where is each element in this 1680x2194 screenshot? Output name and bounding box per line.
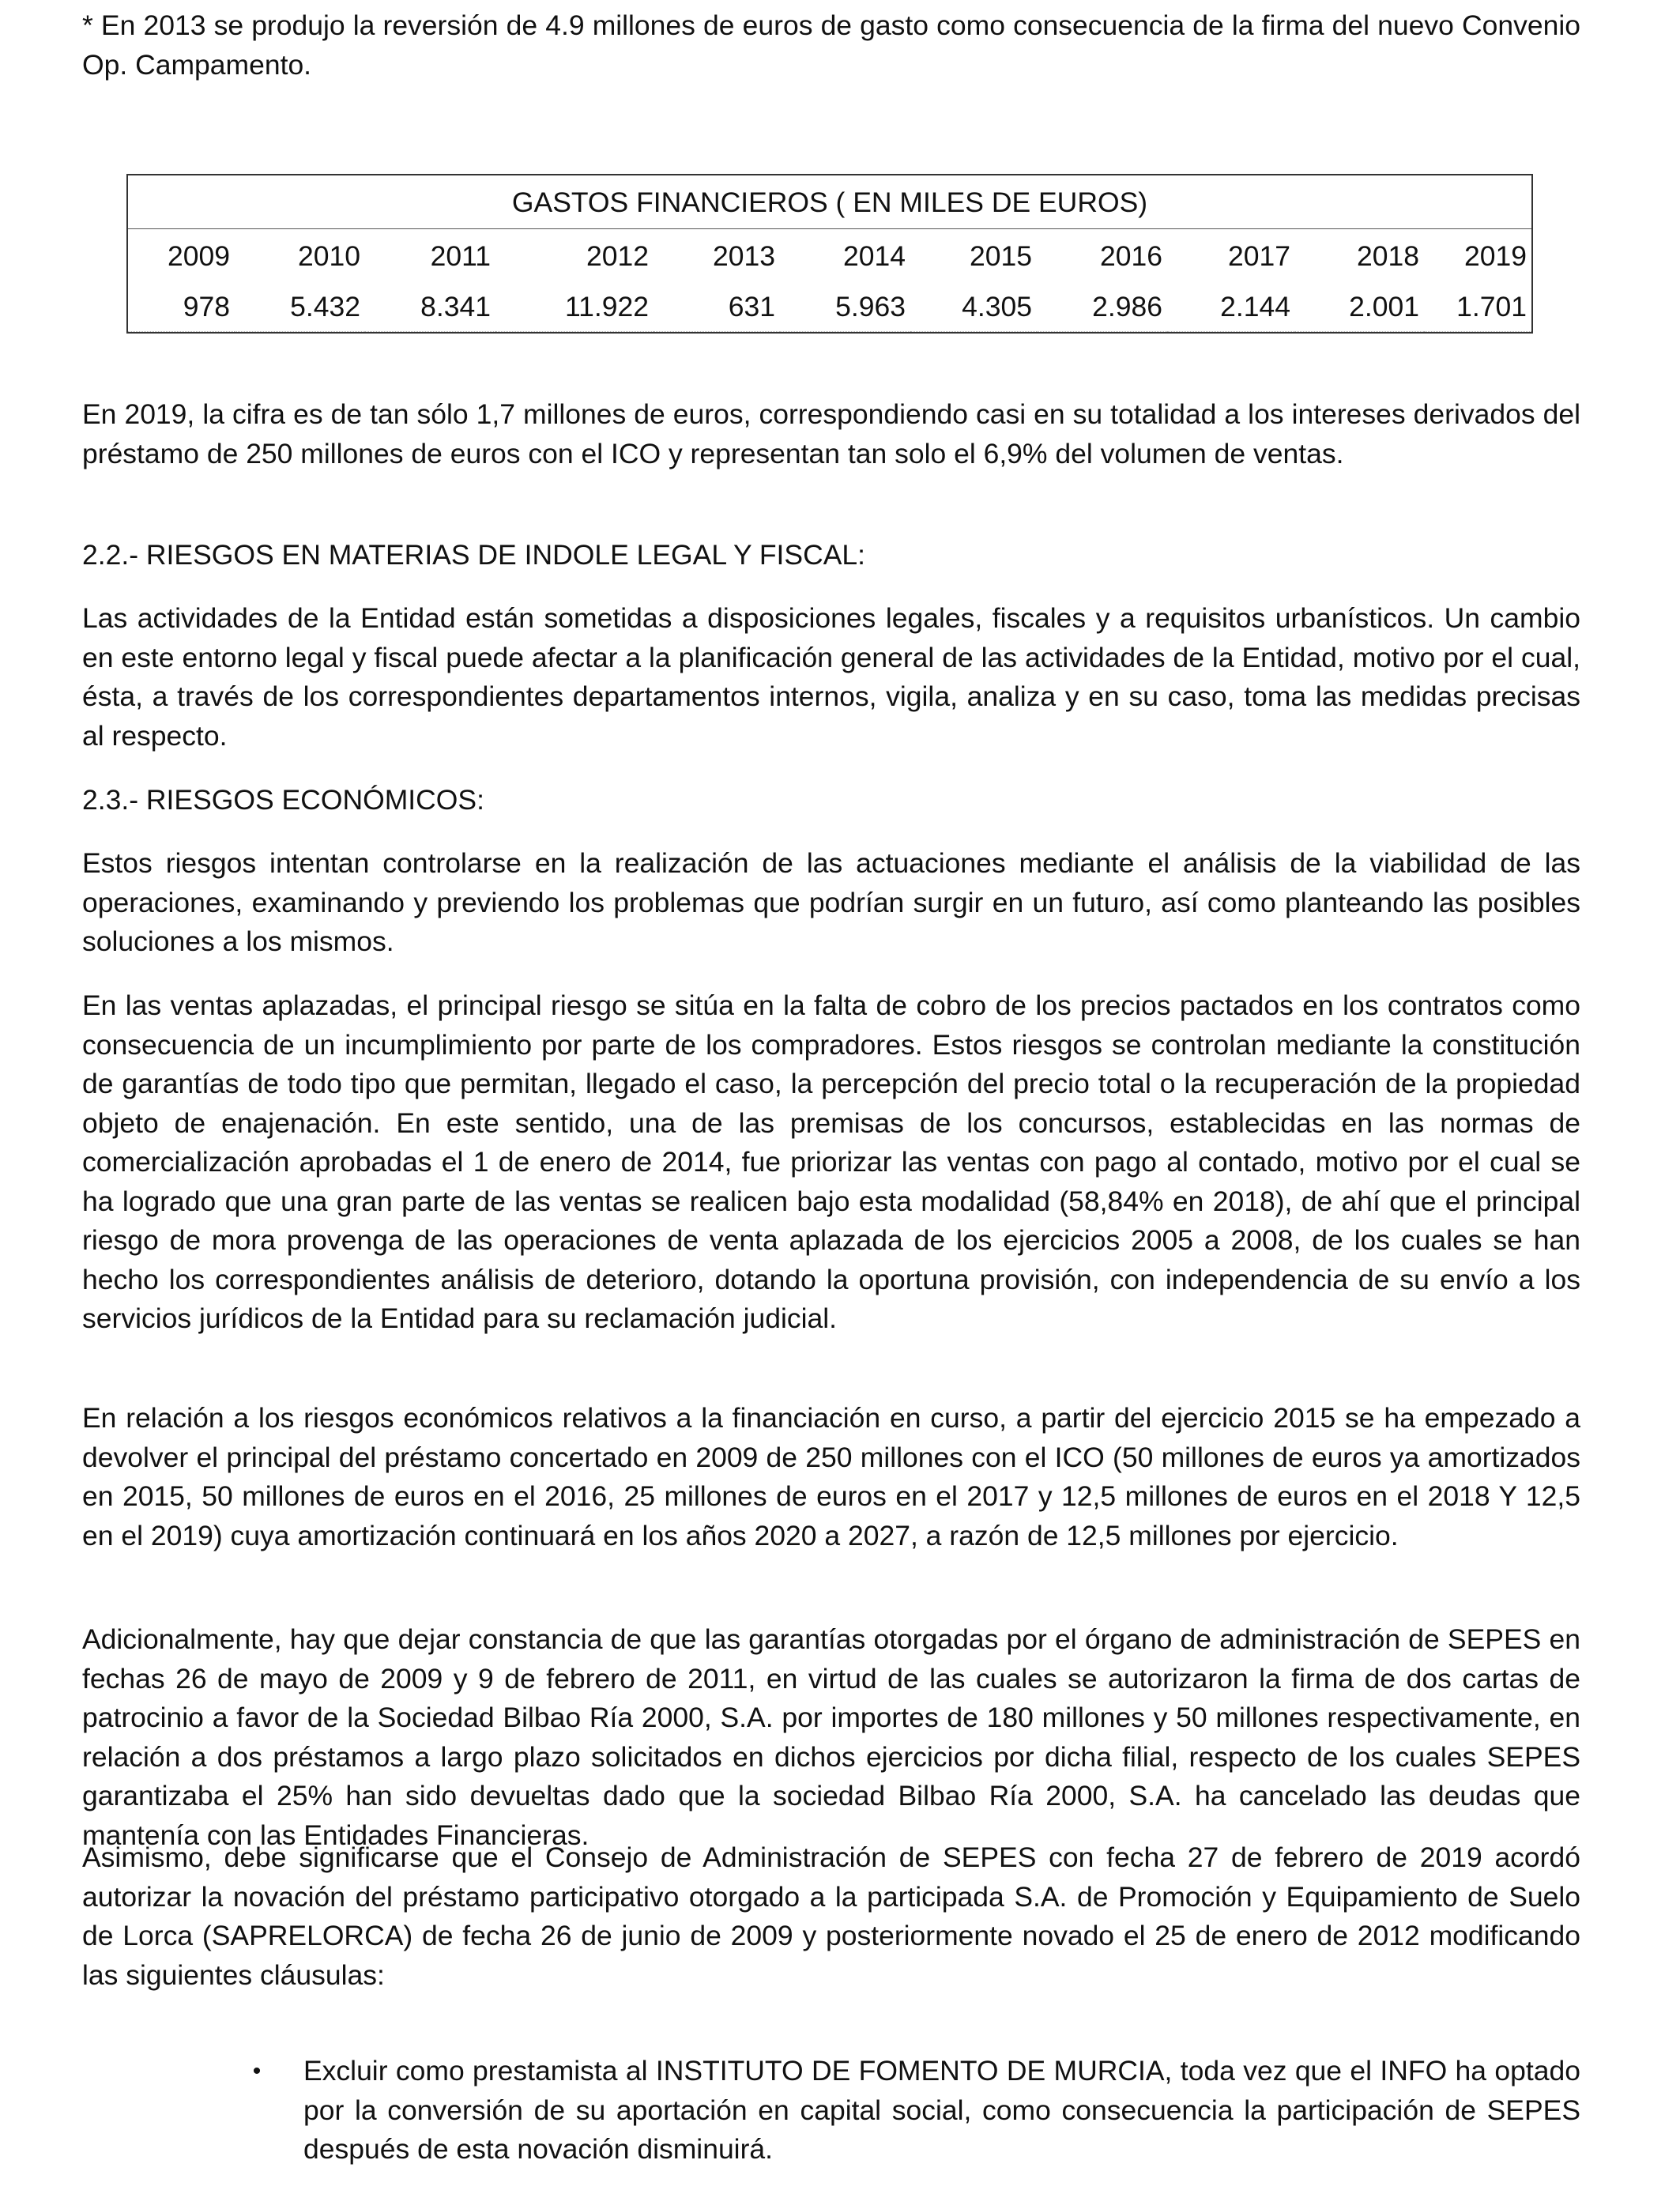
paragraph-2019-figure: En 2019, la cifra es de tan sólo 1,7 millones de euros, correspondiendo casi en su totalidad a los intereses derivados del préstamo de 250 millones de euros con el ICO y representan tan solo el 6,9% del volumen de ventas. xyxy=(82,398,1580,469)
section-heading-2-3: 2.3.- RIESGOS ECONÓMICOS: xyxy=(82,784,484,816)
paragraph-legal-risks: Las actividades de la Entidad están sometidas a disposiciones legales, fiscales y a requisitos urbanísticos. Un cambio en este entorno legal y fiscal puede afectar a la planificación general de las actividades de la Entidad, motivo por el cual, ésta, a través de los correspondientes departamentos internos, vigila, analiza y en su caso, toma las medidas precisas al respecto. xyxy=(82,602,1580,752)
list-item xyxy=(252,2052,1580,2169)
table-value-cell: 2.144 xyxy=(1167,281,1295,332)
paragraph-loan-novation: Asimismo, debe significarse que el Consejo de Administración de SEPES con fecha 27 de febrero de 2019 acordó autorizar la novación del préstamo participativo otorgado a la participada S.A. de Promoción y Equipamiento de Suelo de Lorca (SAPRELORCA) de fecha 26 de junio de 2009 y posteriormente novado el 25 de enero de 2012 modificando las siguientes cláusulas: xyxy=(82,1842,1580,1991)
table-year-cell: 2013 xyxy=(713,240,775,272)
table-year-cell: 2018 xyxy=(1357,240,1419,272)
table-values-row xyxy=(128,281,1531,332)
footnote-paragraph: * En 2013 se produjo la reversión de 4.9 millones de euros de gasto como consecuencia de la firma del nuevo Convenio Op. Campamento. xyxy=(82,9,1580,81)
table-value-cell: 631 xyxy=(654,281,780,332)
table-year-cell: 2016 xyxy=(1100,240,1162,272)
table-value-cell: 11.922 xyxy=(495,281,654,332)
table-year-cell: 2011 xyxy=(430,240,491,272)
table-value-cell: 8.341 xyxy=(365,281,495,332)
table-value-cell: 1.701 xyxy=(1424,281,1531,332)
table-header-row xyxy=(128,231,1531,281)
table-year-cell: 2019 xyxy=(1464,240,1527,272)
table-value-cell: 5.963 xyxy=(780,281,910,332)
paragraph-financing: En relación a los riesgos económicos relativos a la financiación en curso, a partir del ejercicio 2015 se ha empezado a devolver el principal del préstamo concertado en 2009 de 250 millones con el ICO (50 millones de euros ya amortizados en 2015, 50 millones de euros en el 2016, 25 millones de euros en el 2017 y 12,5 millones de euros en el 2018 Y 12,5 en el 2019) cuya amortización continuará en los años 2020 a 2027, a razón de 12,5 millones por ejercicio. xyxy=(82,1402,1580,1551)
table-year-cell: 2015 xyxy=(970,240,1032,272)
paragraph-economic-risks-intro: Estos riesgos intentan controlarse en la realización de las actuaciones mediante el análisis de la viabilidad de las operaciones, examinando y previendo los problemas que podrían surgir en un futuro, así como planteando las posibles soluciones a los mismos. xyxy=(82,847,1580,957)
table-title: GASTOS FINANCIEROS ( EN MILES DE EUROS) xyxy=(128,175,1531,229)
clauses-bullet-list xyxy=(252,2052,1580,2169)
table-value-cell: 978 xyxy=(128,281,235,332)
table-value-cell: 4.305 xyxy=(910,281,1037,332)
table-value-cell: 2.001 xyxy=(1295,281,1424,332)
list-item-text: Excluir como prestamista al INSTITUTO DE FOMENTO DE MURCIA, toda vez que el INFO ha optado por la conversión de su aportación en capital social, como consecuencia la participación de SEPES después de esta novación disminuirá. xyxy=(303,2055,1580,2165)
paragraph-guarantees: Adicionalmente, hay que dejar constancia de que las garantías otorgadas por el órgano de administración de SEPES en fechas 26 de mayo de 2009 y 9 de febrero de 2011, en virtud de las cuales se autorizaron la firma de dos cartas de patrocinio a favor de la Sociedad Bilbao Ría 2000, S.A. por importes de 180 millones y 50 millones respectivamente, en relación a dos préstamos a largo plazo solicitados en dichos ejercicios por dicha filial, respecto de los cuales SEPES garantizaba el 25% han sido devueltas dado que la sociedad Bilbao Ría 2000, S.A. ha cancelado las deudas que mantenía con las Entidades Financieras. xyxy=(82,1623,1580,1851)
table-value-cell: 2.986 xyxy=(1037,281,1167,332)
financial-expenses-table xyxy=(126,174,1533,334)
table-year-cell: 2010 xyxy=(298,240,360,272)
table-year-cell: 2012 xyxy=(586,240,649,272)
bullet-icon: • xyxy=(252,2058,262,2084)
table-year-cell: 2017 xyxy=(1228,240,1290,272)
table-year-cell: 2014 xyxy=(843,240,906,272)
paragraph-deferred-sales: En las ventas aplazadas, el principal riesgo se sitúa en la falta de cobro de los precios pactados en los contratos como consecuencia de un incumplimiento por parte de los compradores. Estos riesgos se controlan mediante la constitución de garantías de todo tipo que permitan, llegado el caso, la percepción del precio total o la recuperación de la propiedad objeto de enajenación. En este sentido, una de las premisas de los concursos, establecidas en las normas de comercialización aprobadas el 1 de enero de 2014, fue priorizar las ventas con pago al contado, motivo por el cual se ha logrado que una gran parte de las ventas se realicen bajo esta modalidad (58,84% en 2018), de ahí que el principal riesgo de mora provenga de las operaciones de venta aplazada de los ejercicios 2005 a 2008, de los cuales se han hecho los correspondientes análisis de deterioro, dotando la oportuna provisión, con independencia de su envío a los servicios jurídicos de la Entidad para su reclamación judicial. xyxy=(82,990,1580,1334)
table-year-cell: 2009 xyxy=(168,240,230,272)
section-heading-2-2: 2.2.- RIESGOS EN MATERIAS DE INDOLE LEGAL Y FISCAL: xyxy=(82,539,866,571)
table-value-cell: 5.432 xyxy=(235,281,365,332)
